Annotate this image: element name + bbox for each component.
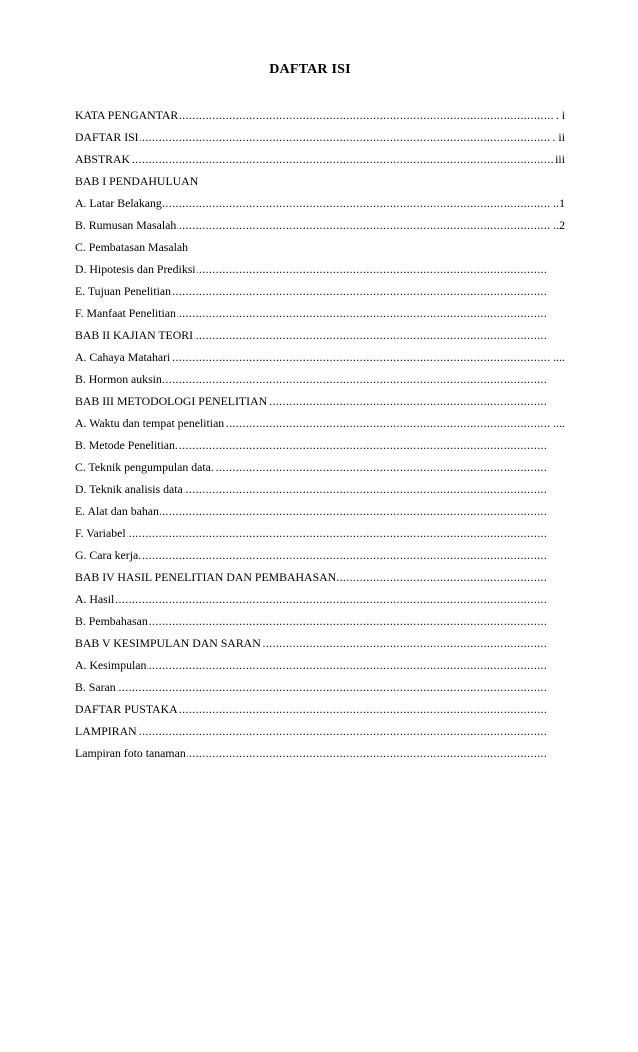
toc-entry-text: D. Hipotesis dan Prediksi [75,262,196,276]
toc-entry-text: B. Hormon auksin. [75,372,165,386]
toc-entry-text: G. Cara kerja. [75,548,142,562]
toc-entry-text: E. Alat dan bahan [75,504,159,518]
toc-entry [75,349,565,371]
toc-entry [75,393,547,415]
toc-entry [75,437,547,459]
toc-entry-text: DAFTAR PUSTAKA [75,702,178,716]
toc-entry [75,283,547,305]
toc-entry [75,217,565,239]
toc-entry [75,459,547,481]
toc-entry [75,173,547,195]
toc-entry [75,569,547,591]
toc-entry [75,481,547,503]
toc-entry-text: BAB IV HASIL PENELITIAN DAN PEMBAHASAN [75,570,337,584]
toc-entry-text: LAMPIRAN [75,724,137,738]
toc-entry-page-number: ..2 [553,218,565,232]
toc-entry [75,591,547,613]
toc-entry [75,107,565,129]
toc-entry [75,723,547,745]
toc-entry-text: B. Pembahasan [75,614,148,628]
toc-entry-text: B. Rumusan Masalah [75,218,177,232]
toc-entry [75,239,547,261]
toc-entry [75,371,547,393]
table-of-contents [75,107,567,767]
toc-entry-text: E. Tujuan Penelitian [75,284,172,298]
toc-entry-text: BAB V KESIMPULAN DAN SARAN [75,636,261,650]
toc-entry-page-number: ..1 [553,196,565,210]
toc-entry-text: B. Metode Penelitian. [75,438,178,452]
toc-entry [75,503,547,525]
toc-entry [75,657,547,679]
toc-entry [75,129,565,151]
toc-entry-text: A. Latar Belakang [75,196,162,210]
toc-entry [75,613,547,635]
toc-entry-text: D. Teknik analisis data [75,482,183,496]
toc-entry [75,679,547,701]
toc-entry-text: Lampiran foto tanaman [75,746,186,760]
toc-entry-page-number: .... [553,350,565,364]
toc-entry [75,701,547,723]
toc-entry [75,195,565,217]
toc-entry-text: A. Waktu dan tempat penelitian [75,416,225,430]
toc-entry-text: F. Variabel [75,526,126,540]
toc-entry-text: BAB I PENDAHULUAN [75,174,199,188]
toc-entry [75,415,565,437]
toc-entry [75,745,547,767]
toc-entry-page-number: . ii [552,130,565,144]
toc-entry [75,327,547,349]
toc-entry-text: BAB III METODOLOGI PENELITIAN [75,394,268,408]
toc-entry-text: BAB II KAJIAN TEORI [75,328,194,342]
toc-entry-page-number: .... [553,416,565,430]
toc-entry-text: F. Manfaat Penelitian [75,306,176,320]
toc-entry-text: A. Cahaya Matahari [75,350,171,364]
toc-entry [75,635,547,657]
toc-entry [75,305,547,327]
toc-entry-text: KATA PENGANTAR [75,108,179,122]
toc-entry-text: A. Kesimpulan [75,658,147,672]
toc-entry [75,261,547,283]
toc-entry-text: DAFTAR ISI [75,130,139,144]
toc-entry [75,525,547,547]
toc-entry-text: B. Saran [75,680,116,694]
toc-entry-page-number: iii [555,152,565,166]
toc-entry-page-number: . i [555,108,565,122]
toc-entry-text: C. Pembatasan Masalah [75,240,189,254]
toc-entry-text: A. Hasil [75,592,115,606]
toc-entry [75,547,547,569]
page-title: DAFTAR ISI [269,62,351,77]
toc-entry [75,151,565,173]
toc-entry-text: C. Teknik pengumpulan data. [75,460,214,474]
toc-entry-text: ABSTRAK [75,152,131,166]
